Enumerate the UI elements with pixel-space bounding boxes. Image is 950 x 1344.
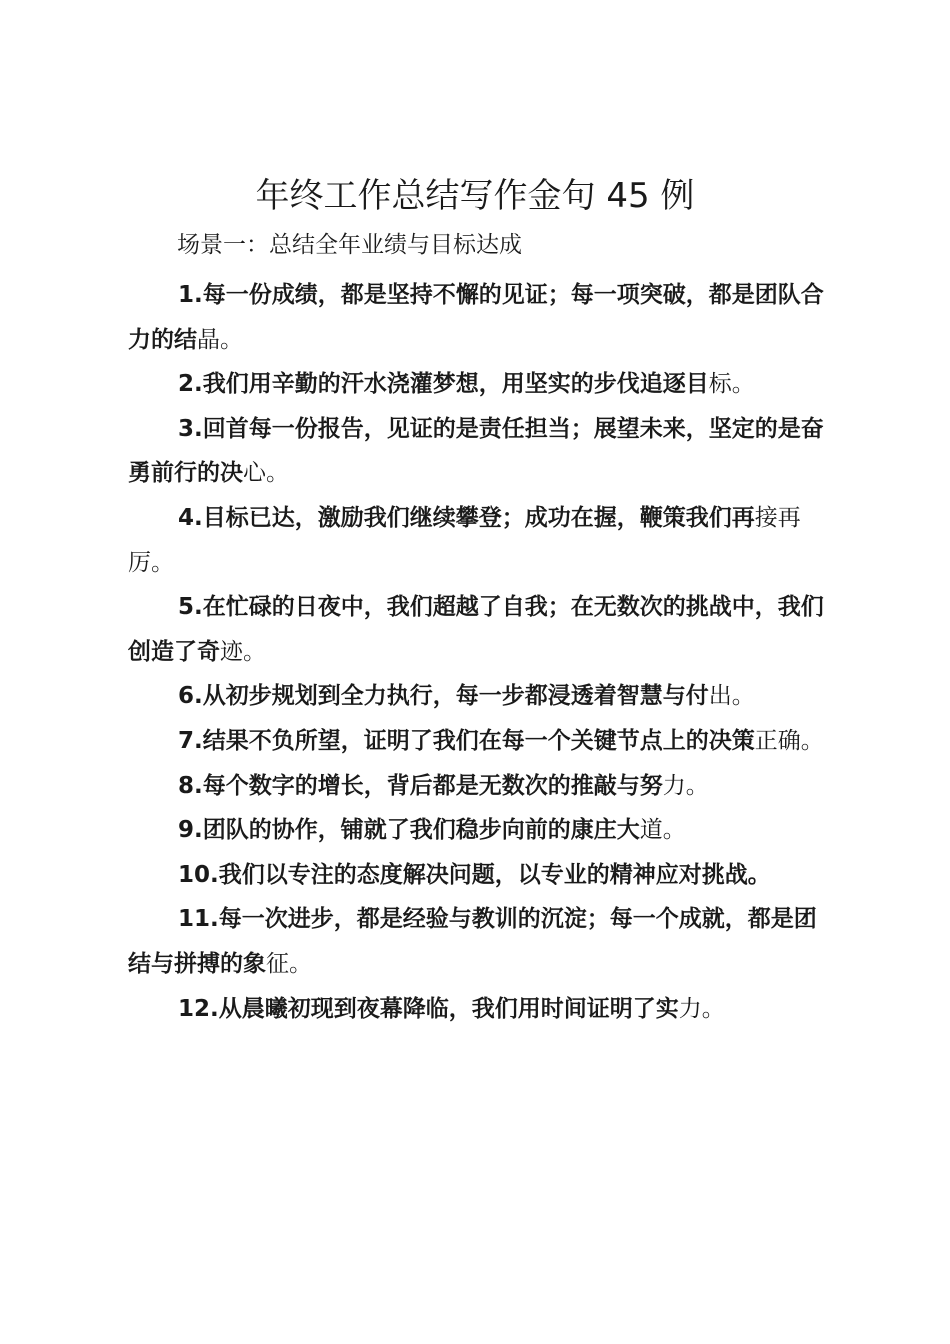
- document-title: 年终工作总结写作金句 45 例: [255, 176, 695, 216]
- quote-text: 5.在忙碌的日夜中，我们超越了自我；在无数次的挑战中，我们创造了奇: [128, 594, 824, 665]
- quote-text: 2.我们用辛勤的汗水浇灌梦想，用坚实的步伐追逐目: [178, 371, 709, 398]
- quote-item: [128, 987, 828, 1032]
- quote-item: [128, 897, 828, 986]
- quote-item: [128, 719, 828, 764]
- quote-text: 11.每一次进步，都是经验与教训的沉淀；每一个成就，都是团结与拼搏的象: [128, 906, 817, 977]
- quote-item: [128, 407, 828, 496]
- quote-item: [128, 273, 828, 362]
- quote-tail: 力。: [662, 772, 709, 799]
- quote-tail: 晶。: [197, 326, 243, 353]
- quote-item: [128, 853, 828, 898]
- quote-text: 10.我们以专注的态度解决问题，以专业的精神应对挑战。: [178, 861, 771, 888]
- quote-text: 3.回首每一份报告，见证的是责任担当；展望未来，坚定的是奋勇前行的决: [128, 415, 824, 487]
- quote-text: 6.从初步规划到全力执行，每一步都浸透着智慧与付: [178, 683, 709, 710]
- quote-text: 7.结果不负所望，证明了我们在每一个关键节点上的决策: [178, 727, 755, 754]
- quote-text: 8.每个数字的增长，背后都是无数次的推敲与努: [178, 772, 663, 799]
- quote-tail: 力。: [678, 995, 725, 1022]
- quote-list: [128, 273, 828, 1031]
- quote-tail: 接再厉。: [128, 504, 801, 576]
- quote-text: 12.从晨曦初现到夜幕降临，我们用时间证明了实: [178, 995, 679, 1022]
- quote-text: 9.团队的协作，铺就了我们稳步向前的康庄大: [178, 817, 640, 844]
- quote-tail: 标。: [708, 371, 755, 398]
- quote-item: [128, 496, 828, 585]
- quote-tail: 迹。: [220, 638, 266, 665]
- quote-text: 1.每一份成绩，都是坚持不懈的见证；每一项突破，都是团队合力的结: [128, 282, 824, 353]
- quote-text: 4.目标已达，激励我们继续攀登；成功在握，鞭策我们再: [178, 504, 755, 531]
- quote-tail: 道。: [639, 817, 686, 844]
- scene-heading: 场景一：总结全年业绩与目标达成: [177, 232, 522, 258]
- quote-tail: 征。: [266, 950, 312, 977]
- quote-tail: 正确。: [754, 727, 824, 754]
- quote-item: [128, 674, 828, 719]
- quote-tail: 心。: [243, 460, 289, 487]
- quote-item: [128, 764, 828, 809]
- quote-item: [128, 585, 828, 674]
- quote-tail: 出。: [708, 683, 755, 710]
- quote-item: [128, 808, 828, 853]
- quote-item: [128, 362, 828, 407]
